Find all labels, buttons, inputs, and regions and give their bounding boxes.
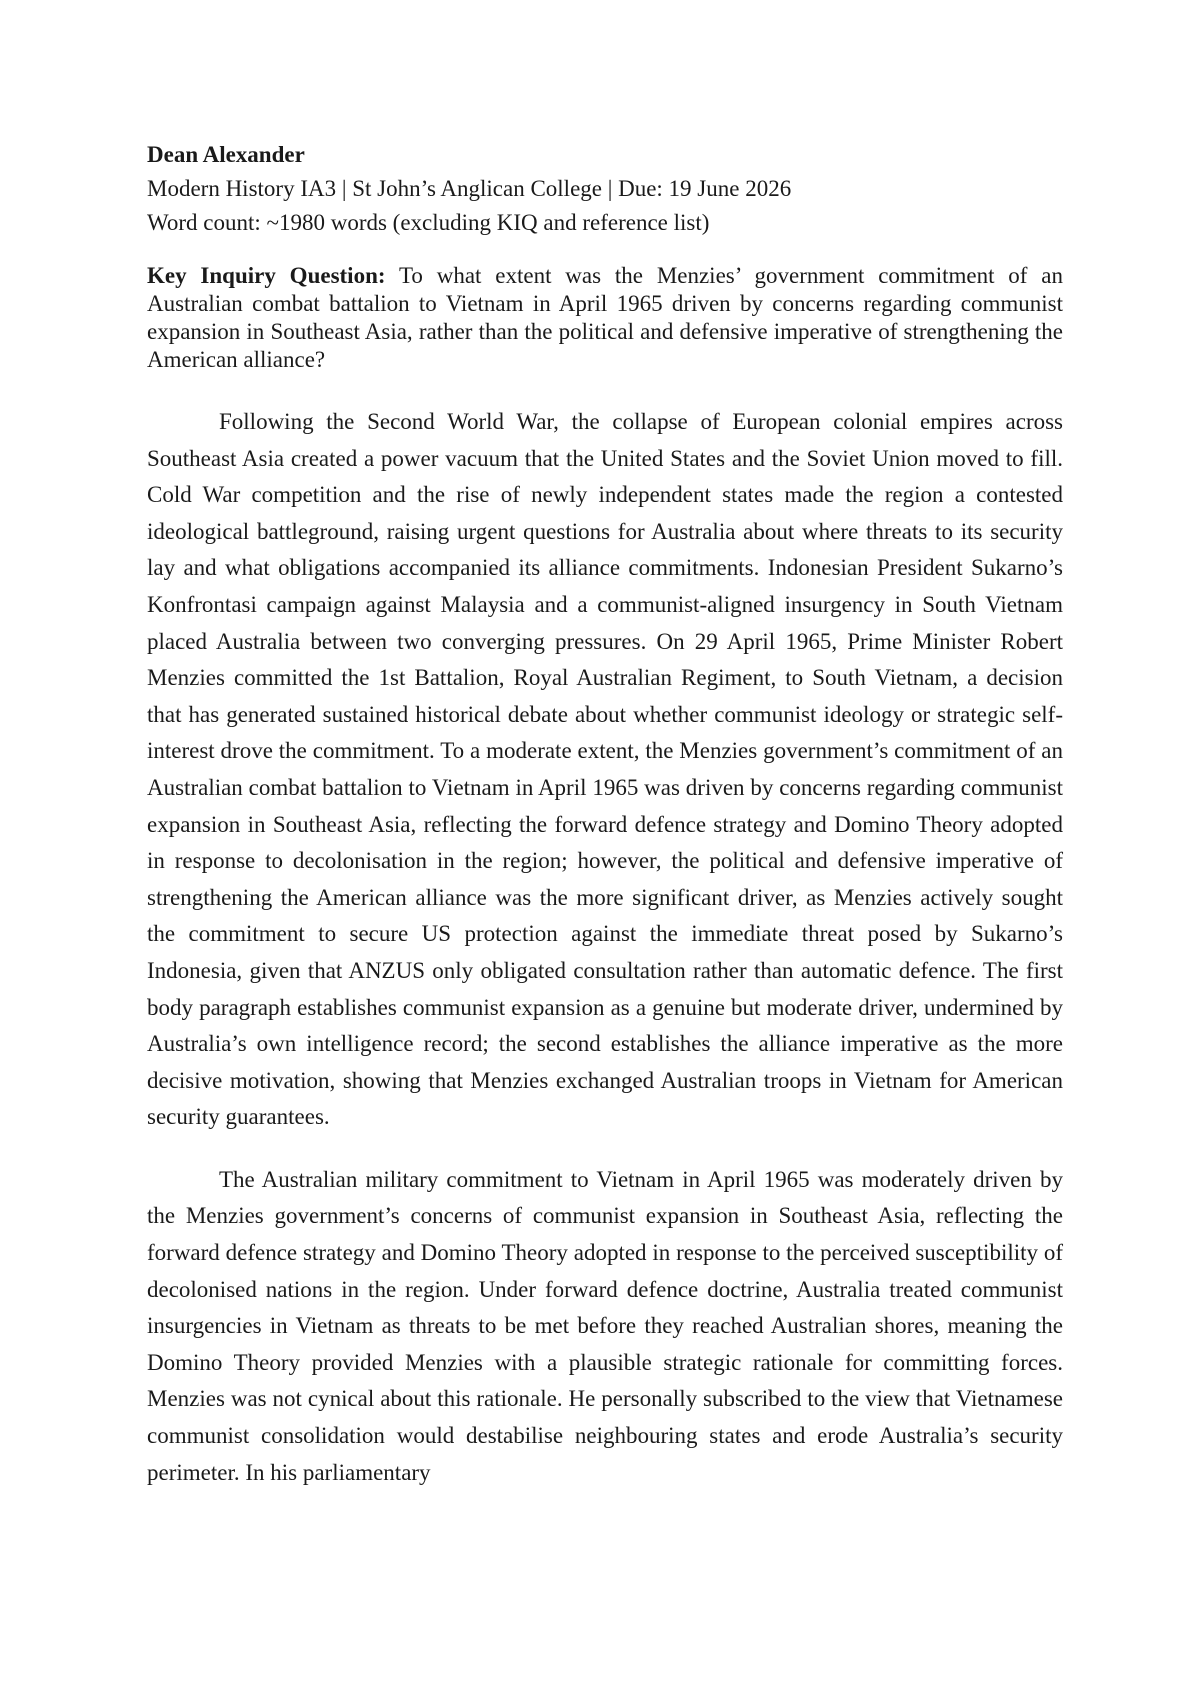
key-inquiry-question <box>147 262 1063 374</box>
kiq-label: Key Inquiry Question: <box>147 263 386 288</box>
word-count-line: Word count: ~1980 words (excluding KIQ and reference list) <box>147 210 710 235</box>
course-line: Modern History IA3 | St John’s Anglican College | Due: 19 June 2026 <box>147 176 792 201</box>
introduction-paragraph: Following the Second World War, the collapse of European colonial empires across Southeast Asia created a power vacuum that the United States and the Soviet Union moved to fill. Cold War competition and the rise of newly independent states made the region a contested ideological battleground, raising urgent questions for Australia about where threats to its security lay and what obligations accompanied its alliance commitments. Indonesian President Sukarno’s Konfrontasi campaign against Malaysia and a communist-aligned insurgency in South Vietnam placed Australia between two converging pressures. On 29 April 1965, Prime Minister Robert Menzies committed the 1st Battalion, Royal Australian Regiment, to South Vietnam, a decision that has generated sustained historical debate about whether communist ideology or strategic self-interest drove the commitment. To a moderate extent, the Menzies government’s commitment of an Australian combat battalion to Vietnam in April 1965 was driven by concerns regarding communist expansion in Southeast Asia, reflecting the forward defence strategy and Domino Theory adopted in response to decolonisation in the region; however, the political and defensive imperative of strengthening the American alliance was the more significant driver, as Menzies actively sought the commitment to secure US protection against the immediate threat posed by Sukarno’s Indonesia, given that ANZUS only obligated consultation rather than automatic defence. The first body paragraph establishes communist expansion as a genuine but moderate driver, undermined by Australia’s own intelligence record; the second establishes the alliance imperative as the more decisive motivation, showing that Menzies exchanged Australian troops in Vietnam for American security guarantees. <box>147 409 1063 1130</box>
author-name: Dean Alexander <box>147 142 305 167</box>
document-page <box>147 138 1063 1491</box>
body-paragraph-1: The Australian military commitment to Vietnam in April 1965 was moderately driven by the Menzies government’s concerns of communist expansion in Southeast Asia, reflecting the forward defence strategy and Domino Theory adopted in response to the perceived susceptibility of decolonised nations in the region. Under forward defence doctrine, Australia treated communist insurgencies in Vietnam as threats to be met before they reached Australian shores, meaning the Domino Theory provided Menzies with a plausible strategic rationale for committing forces. Menzies was not cynical about this rationale. He personally subscribed to the view that Vietnamese communist consolidation would destabilise neighbouring states and erode Australia’s security perimeter. In his parliamentary <box>147 1166 1063 1485</box>
kiq-text: To what extent was the Menzies’ government commitment of an Australian combat battalion to Vietnam in April 1965 driven by concerns regarding communist expansion in Southeast Asia, rather than the political and defensive imperative of strengthening the American alliance? <box>147 263 1063 372</box>
